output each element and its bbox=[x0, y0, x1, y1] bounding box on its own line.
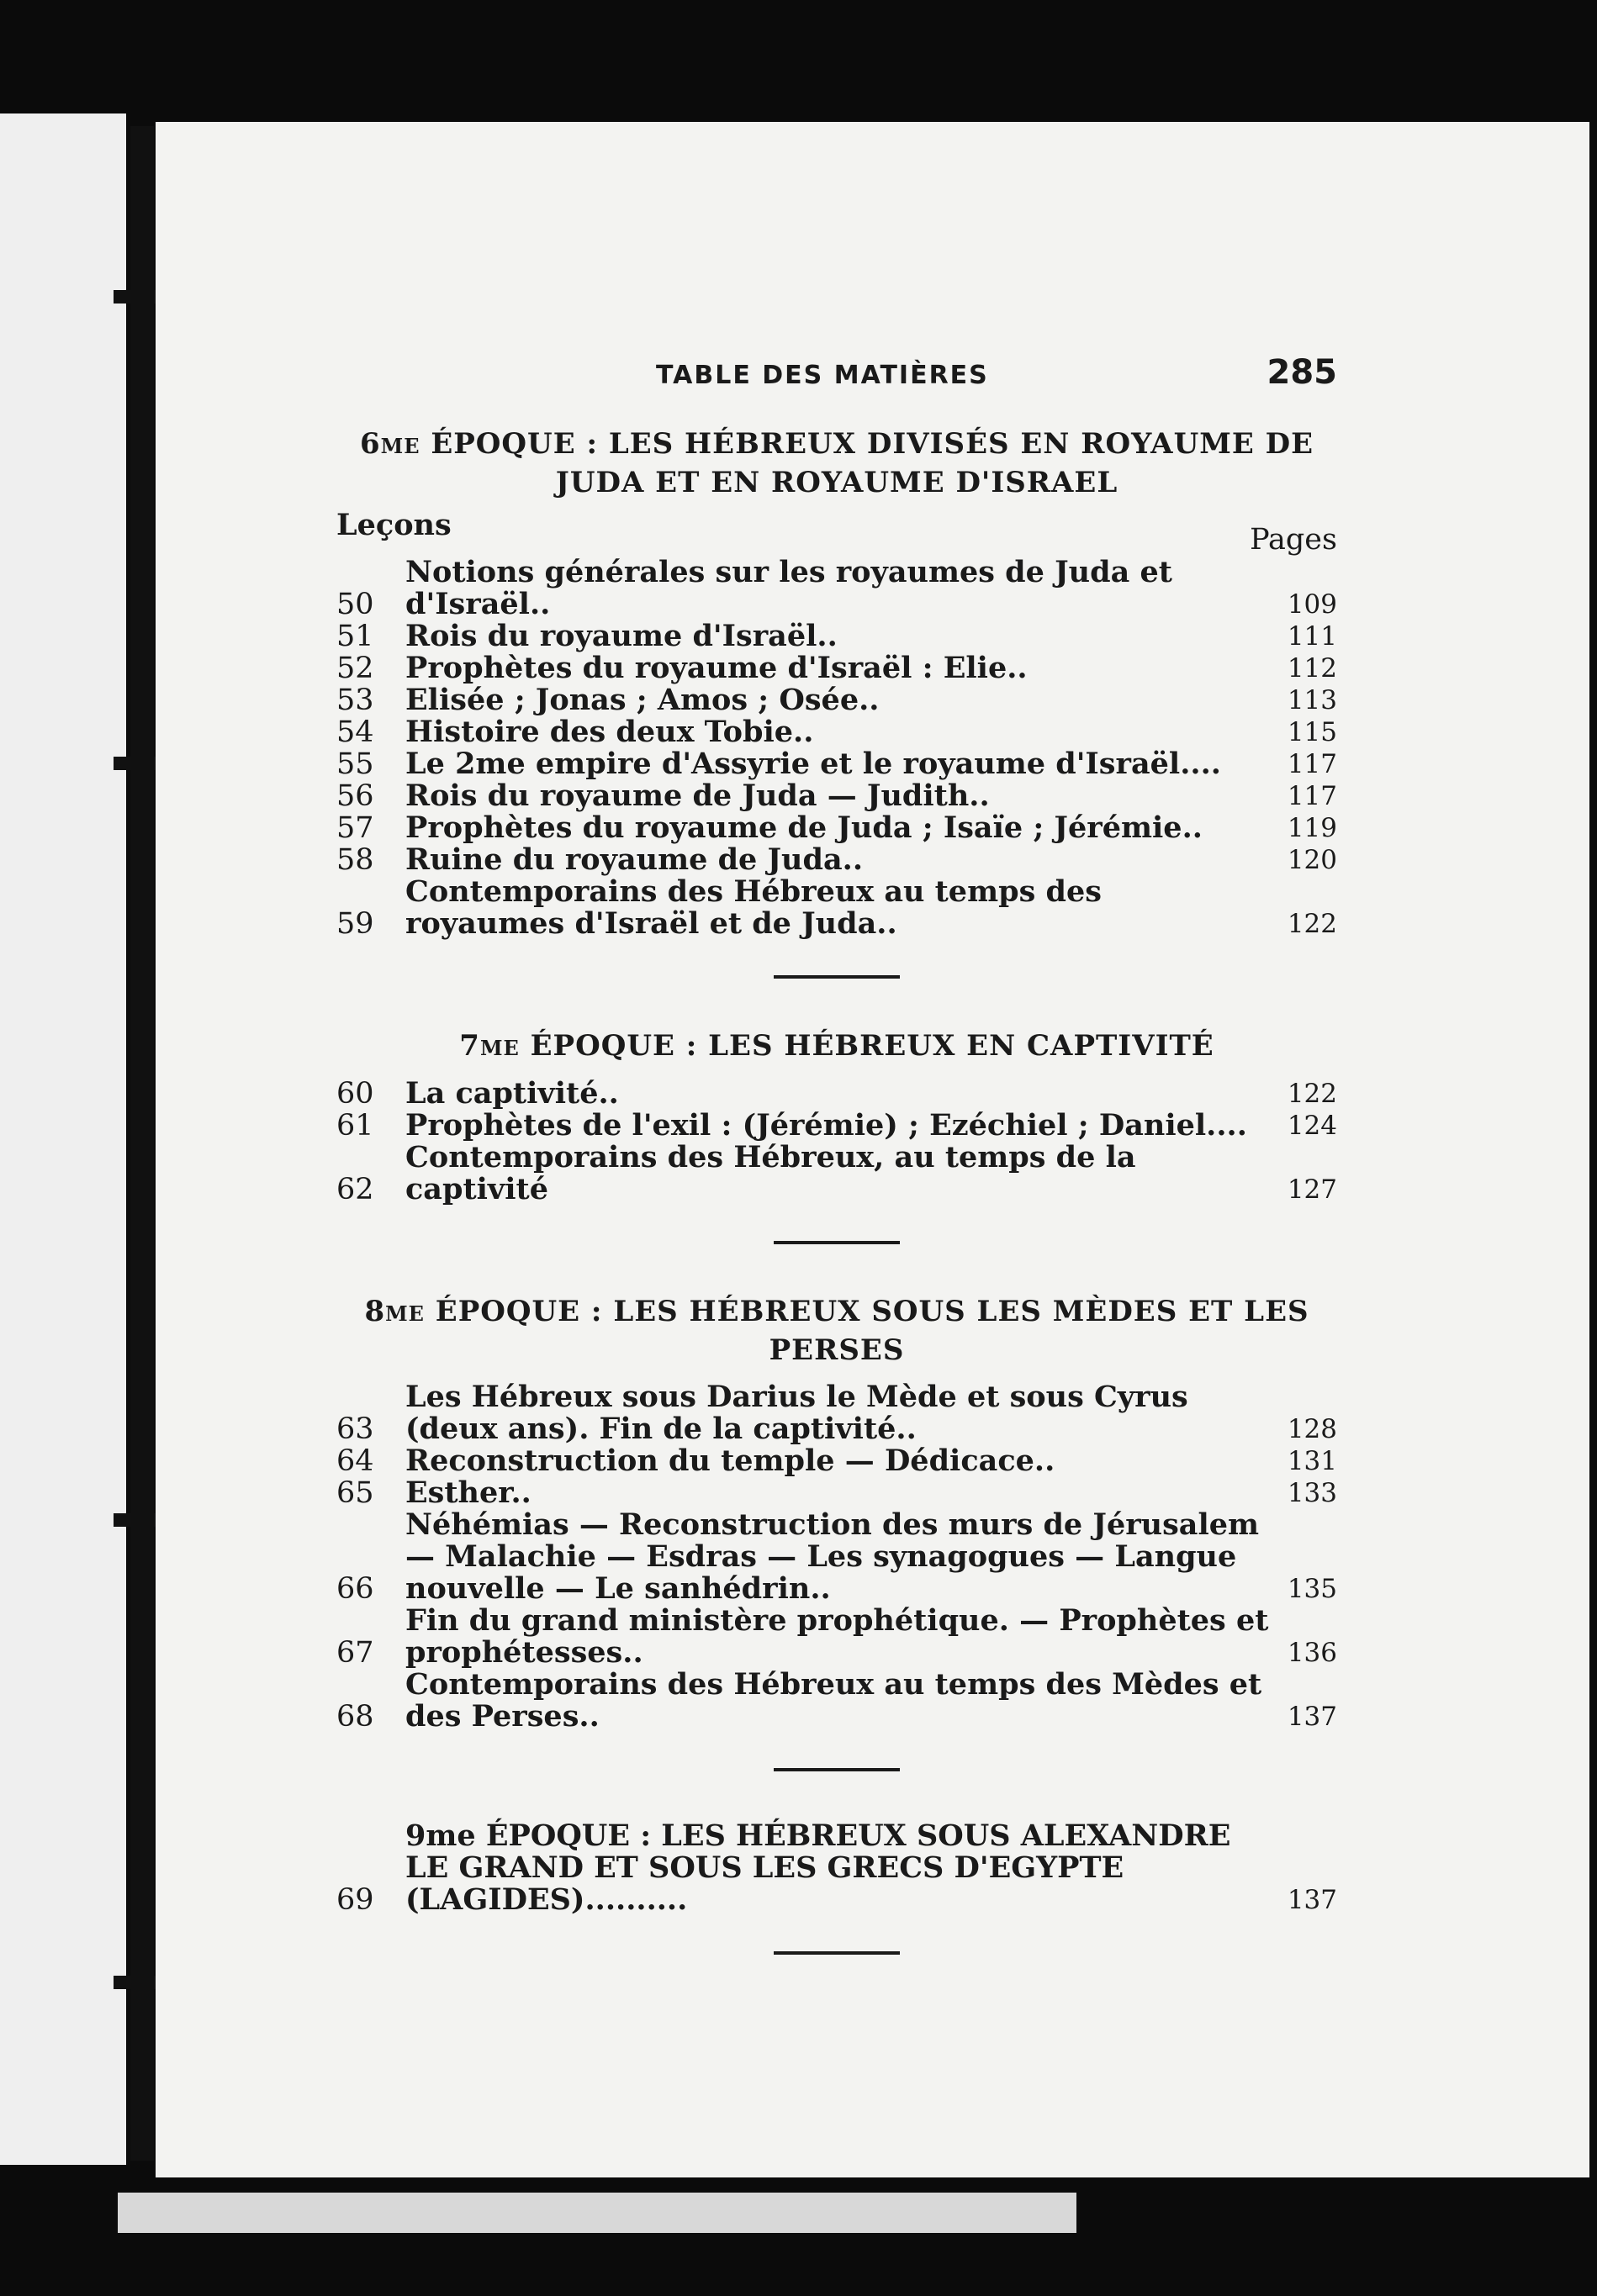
toc-entry bbox=[336, 812, 1337, 844]
lesson-page: 137 bbox=[1287, 1702, 1337, 1733]
binding-clip bbox=[114, 1513, 156, 1527]
lesson-page: 135 bbox=[1287, 1574, 1337, 1605]
section-divider bbox=[774, 1951, 900, 1955]
lesson-page: 124 bbox=[1287, 1110, 1337, 1141]
lesson-title: Contemporains des Hébreux au temps des royaumes d'Israël et de Juda.. bbox=[405, 874, 1102, 941]
lesson-number: 61 bbox=[336, 1108, 374, 1143]
lesson-title: Histoire des deux Tobie.. bbox=[405, 714, 814, 749]
lesson-title: Rois du royaume d'Israël.. bbox=[405, 618, 838, 653]
previous-page-edge bbox=[0, 113, 126, 2165]
toc-entry bbox=[336, 1820, 1337, 1916]
lesson-title: La captivité.. bbox=[405, 1075, 619, 1111]
lesson-page: 111 bbox=[1287, 620, 1337, 652]
toc-entry bbox=[336, 844, 1337, 876]
lesson-page: 133 bbox=[1287, 1478, 1337, 1509]
lesson-title: Néhémias — Reconstruction des murs de Jérusalem — Malachie — Esdras — Les synagogues — Langue nouvelle — Le sanhédrin.. bbox=[405, 1507, 1260, 1607]
lessons-column-label: Leçons bbox=[336, 507, 452, 542]
lesson-page: 122 bbox=[1287, 1078, 1337, 1109]
lesson-title: 9me ÉPOQUE : LES HÉBREUX SOUS ALEXANDRE LE GRAND ET SOUS LES GRECS D'EGYPTE (LAGIDES).......... bbox=[405, 1818, 1231, 1918]
toc-entry bbox=[336, 620, 1337, 652]
toc-entry bbox=[336, 748, 1337, 780]
lesson-title: Les Hébreux sous Darius le Mède et sous Cyrus (deux ans). Fin de la captivité.. bbox=[405, 1380, 1188, 1447]
toc-entry bbox=[336, 1669, 1337, 1733]
binding-clip bbox=[114, 1976, 156, 1989]
lesson-number: 56 bbox=[336, 779, 374, 813]
epoch-heading: 7me ÉPOQUE : LES HÉBREUX EN CAPTIVITÉ bbox=[459, 1028, 1214, 1063]
lesson-title: Esther.. bbox=[405, 1475, 531, 1511]
epoch-heading: 8me ÉPOQUE : LES HÉBREUX SOUS LES MÈDES ET LES PERSES bbox=[364, 1294, 1309, 1367]
lesson-title: Fin du grand ministère prophétique. — Prophètes et prophétesses.. bbox=[405, 1603, 1269, 1671]
bottom-strip bbox=[118, 2193, 1076, 2233]
toc-entry bbox=[336, 652, 1337, 684]
section-divider bbox=[774, 1768, 900, 1771]
toc-entry bbox=[336, 780, 1337, 812]
running-title: TABLE DES MATIÈRES bbox=[656, 361, 989, 390]
lesson-title: Prophètes du royaume de Juda ; Isaïe ; Jérémie.. bbox=[405, 810, 1203, 845]
lesson-number: 54 bbox=[336, 715, 374, 749]
lesson-title: Prophètes de l'exil : (Jérémie) ; Ezéchiel ; Daniel.... bbox=[405, 1107, 1247, 1143]
toc-entry bbox=[336, 1477, 1337, 1509]
lesson-page: 128 bbox=[1287, 1414, 1337, 1445]
lesson-page: 115 bbox=[1287, 716, 1337, 747]
lesson-page: 120 bbox=[1287, 844, 1337, 875]
lesson-title: Ruine du royaume de Juda.. bbox=[405, 842, 864, 877]
lesson-number: 67 bbox=[336, 1636, 374, 1671]
table-of-contents bbox=[336, 353, 1337, 2003]
toc-entry bbox=[336, 1075, 1337, 1111]
lesson-title: Rois du royaume de Juda — Judith.. bbox=[405, 778, 990, 813]
lesson-page: 113 bbox=[1287, 684, 1337, 715]
lesson-title: Reconstruction du temple — Dédicace.. bbox=[405, 1444, 1055, 1479]
lesson-title: Notions générales sur les royaumes de Juda et d'Israël.. bbox=[405, 554, 1172, 621]
toc-entry bbox=[336, 684, 1337, 716]
lesson-number: 53 bbox=[336, 683, 374, 717]
column-headers bbox=[336, 508, 1337, 557]
lesson-page: 109 bbox=[1287, 589, 1337, 620]
lesson-number: 55 bbox=[336, 747, 374, 781]
lesson-page: 122 bbox=[1287, 908, 1337, 939]
toc-entry bbox=[336, 1139, 1337, 1206]
epoch-heading: 6me ÉPOQUE : LES HÉBREUX DIVISÉS EN ROYAUME DE JUDA ET EN ROYAUME D'ISRAEL bbox=[359, 427, 1314, 499]
pages-column-label: Pages bbox=[1250, 522, 1337, 557]
toc-entry bbox=[336, 1605, 1337, 1669]
toc-entry bbox=[336, 554, 1337, 621]
lesson-number: 52 bbox=[336, 651, 374, 685]
lesson-page: 117 bbox=[1287, 748, 1337, 779]
entry-list bbox=[336, 1075, 1337, 1206]
lesson-number: 63 bbox=[336, 1412, 374, 1447]
toc-entry bbox=[336, 1107, 1337, 1143]
lesson-number: 51 bbox=[336, 619, 374, 653]
section-divider bbox=[774, 1241, 900, 1244]
epoch-6-section bbox=[336, 425, 1337, 940]
lesson-title: Elisée ; Jonas ; Amos ; Osée.. bbox=[405, 682, 880, 717]
lesson-number: 62 bbox=[336, 1172, 374, 1206]
lesson-number: 50 bbox=[336, 587, 374, 621]
lesson-page: 119 bbox=[1287, 812, 1337, 843]
lesson-page: 127 bbox=[1287, 1174, 1337, 1205]
toc-entry bbox=[336, 716, 1337, 748]
lesson-number: 57 bbox=[336, 810, 374, 845]
lesson-title: Contemporains des Hébreux, au temps de la captivité bbox=[405, 1139, 1136, 1206]
epoch-8-section bbox=[336, 1293, 1337, 1734]
lesson-number: 68 bbox=[336, 1700, 374, 1734]
lesson-page: 131 bbox=[1287, 1446, 1337, 1477]
entry-list bbox=[336, 554, 1337, 941]
lesson-number: 69 bbox=[336, 1883, 374, 1918]
lesson-number: 60 bbox=[336, 1076, 374, 1111]
lesson-number: 64 bbox=[336, 1444, 374, 1479]
book-binding bbox=[130, 126, 154, 2161]
epoch-7-section bbox=[336, 1027, 1337, 1206]
binding-clip bbox=[114, 290, 156, 303]
lesson-title: Le 2me empire d'Assyrie et le royaume d'Israël.... bbox=[405, 746, 1221, 781]
lesson-number: 66 bbox=[336, 1572, 374, 1607]
toc-entry bbox=[336, 876, 1337, 940]
lesson-page: 112 bbox=[1287, 652, 1337, 684]
toc-entry bbox=[336, 1509, 1337, 1605]
lesson-page: 136 bbox=[1287, 1638, 1337, 1669]
section-divider bbox=[774, 975, 900, 979]
lesson-title: Prophètes du royaume d'Israël : Elie.. bbox=[405, 650, 1028, 685]
toc-entry bbox=[336, 1381, 1337, 1445]
page-number: 285 bbox=[1266, 353, 1337, 392]
lesson-title: Contemporains des Hébreux au temps des Mèdes et des Perses.. bbox=[405, 1667, 1262, 1734]
lesson-number: 65 bbox=[336, 1476, 374, 1511]
entry-list bbox=[336, 1381, 1337, 1733]
lesson-number: 58 bbox=[336, 842, 374, 877]
page-header bbox=[656, 353, 1337, 392]
lesson-page: 137 bbox=[1287, 1885, 1337, 1916]
lesson-page: 117 bbox=[1287, 780, 1337, 811]
toc-entry bbox=[336, 1445, 1337, 1477]
binding-clip bbox=[114, 757, 156, 770]
lesson-number: 59 bbox=[336, 906, 374, 941]
